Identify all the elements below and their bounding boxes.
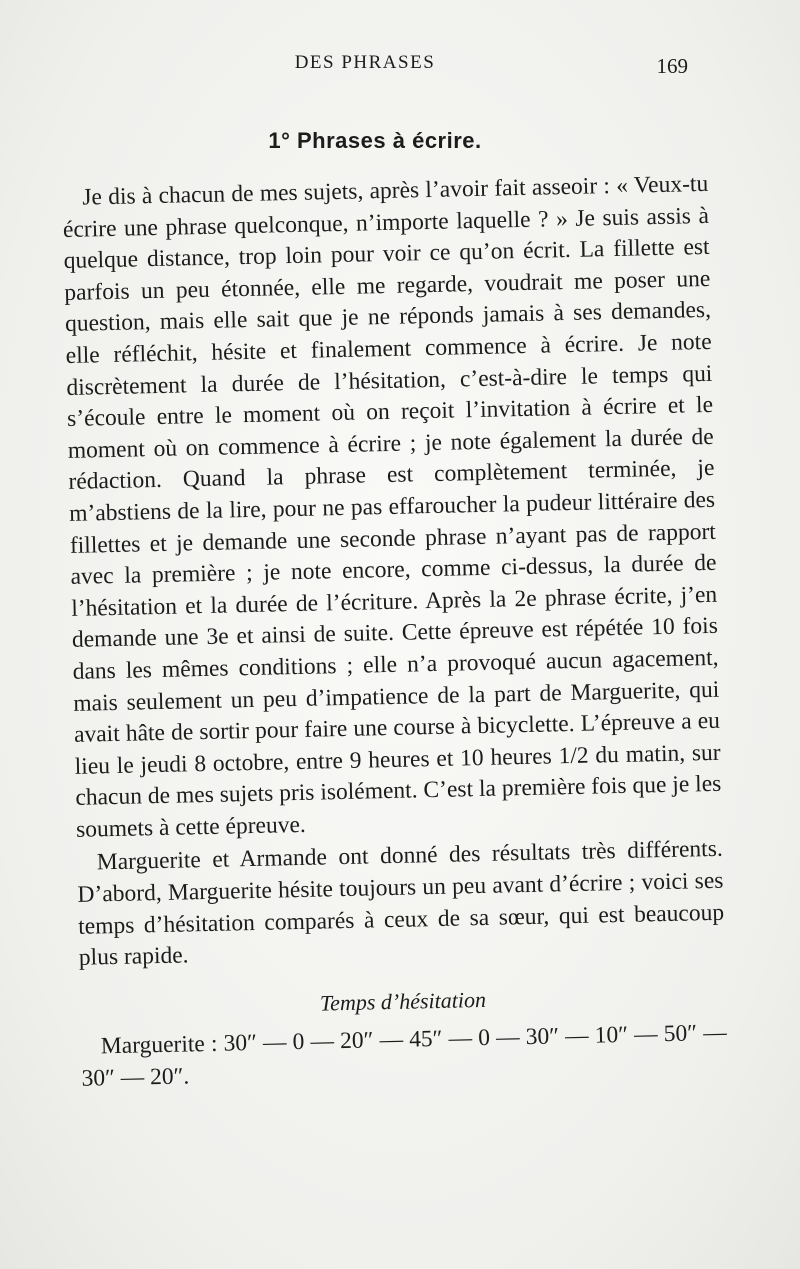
section-heading: 1° Phrases à écrire.	[268, 128, 482, 153]
paragraph-results: Marguerite et Armande ont donné des résultats très différents. D’abord, Marguerite hésite toujours un peu avant d’écrire ; voici ses temps d’hésitation comparés à ceux de sa sœur, qui est beaucoup plus rapide.	[77, 836, 725, 972]
running-title: DES PHRASES	[294, 52, 436, 73]
page-number: 169	[656, 54, 688, 78]
hesitation-row-marguerite: Marguerite : 30″ — 0 — 20″ — 45″ — 0 — 30″ — 10″ — 50″ — 30″ — 20″.	[81, 1020, 727, 1092]
running-head	[0, 52, 800, 82]
body-text	[62, 169, 728, 1096]
paragraph-method: Je dis à chacun de mes sujets, après l’avoir fait asseoir : « Veux-tu écrire une phrase quelconque, n’importe laquelle ? » Je suis assis à quelque distance, trop loin pour voir ce qu’on écrit. La fillette est parfois un peu étonnée, elle me regarde, voudrait me poser une question, mais elle sait que je ne réponds jamais à ses demandes, elle réfléchit, hésite et finalement commence à écrire. Je note discrètement la durée de l’hésitation, c’est-à-dire le temps qui s’écoule entre le moment où on reçoit l’invitation à écrire et le moment où on commence à écrire ; je note également la durée de rédaction. Quand la phrase est complètement terminée, je m’abstiens de la lire, pour ne pas effaroucher la pudeur littéraire des fillettes et je demande une seconde phrase n’ayant pas de rapport avec la première ; je note encore, comme ci-dessus, la durée de l’hésitation et la durée de l’écriture. Après la 2e phrase écrite, j’en demande une 3e et ainsi de suite. Cette épreuve est répétée 10 fois dans les mêmes conditions ; elle n’a provoqué aucun agacement, mais seulement un peu d’impatience de la part de Marguerite, qui avait hâte de sortir pour faire une course à bicyclette. L’épreuve a eu lieu le jeudi 8 octobre, entre 9 heures et 10 heures 1/2 du matin, sur chacun de mes sujets pris isolément. C’est la première fois que je les soumets à cette épreuve.	[62, 170, 722, 843]
hesitation-table-title: Temps d’hésitation	[319, 986, 487, 1016]
